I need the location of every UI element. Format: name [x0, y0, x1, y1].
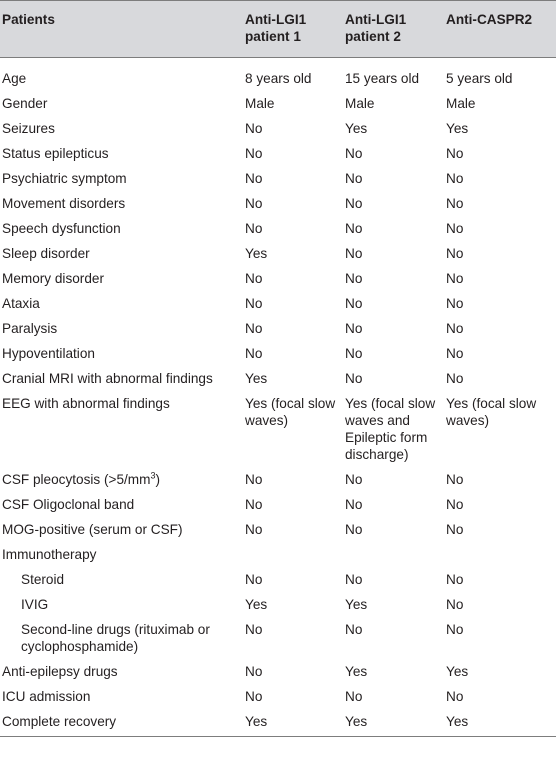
row-label: Steroid — [21, 572, 65, 587]
cell: Yes — [345, 597, 368, 612]
cell: No — [345, 346, 363, 361]
table-row — [0, 241, 556, 266]
cell: No — [345, 146, 363, 161]
row-label: Sleep disorder — [2, 246, 90, 261]
row-label: CSF Oligoclonal band — [2, 497, 135, 512]
header-anti-lgi1-patient-1: Anti-LGI1 patient 1 — [245, 1, 345, 58]
table-row — [0, 266, 556, 291]
table-row — [0, 191, 556, 216]
table-row — [0, 467, 556, 492]
cell: Yes — [245, 709, 345, 737]
table-row — [0, 492, 556, 517]
cell: No — [245, 522, 263, 537]
cell: 5 years old — [446, 71, 513, 86]
table-row — [0, 542, 556, 567]
cell: No — [245, 296, 263, 311]
cell: No — [446, 689, 464, 704]
cell: No — [345, 572, 363, 587]
row-label: ICU admission — [2, 689, 91, 704]
table-row — [0, 366, 556, 391]
table-row — [0, 684, 556, 709]
cell: Yes — [446, 664, 469, 679]
cell: 15 years old — [345, 71, 420, 86]
cell — [446, 542, 556, 567]
cell: No — [446, 196, 464, 211]
table-row — [0, 517, 556, 542]
table-row — [0, 592, 556, 617]
cell: Yes — [345, 121, 368, 136]
cell: No — [345, 622, 363, 637]
row-label: Hypoventilation — [2, 346, 95, 361]
row-label: Movement disorders — [2, 196, 126, 211]
table-row — [0, 116, 556, 141]
table-row — [0, 58, 556, 92]
table-row — [0, 567, 556, 592]
cell: No — [245, 622, 263, 637]
cell: No — [446, 246, 464, 261]
row-label: Second-line drugs (rituximab or cyclophosphamide) — [21, 622, 210, 654]
row-label-text: CSF pleocytosis (>5/mm — [2, 472, 151, 487]
cell: Male — [245, 96, 275, 111]
row-label: Cranial MRI with abnormal findings — [2, 371, 213, 386]
table-row — [0, 316, 556, 341]
cell: No — [446, 622, 464, 637]
table-row — [0, 659, 556, 684]
cell — [345, 542, 446, 567]
cell: No — [345, 296, 363, 311]
cell: Yes (focal slow waves and Epileptic form discharge) — [345, 396, 436, 462]
cell: No — [446, 321, 464, 336]
table-row — [0, 166, 556, 191]
row-label: Age — [2, 71, 27, 86]
cell: No — [345, 271, 363, 286]
cell: No — [245, 271, 263, 286]
row-label: Anti-epilepsy drugs — [2, 664, 118, 679]
row-label: Psychiatric symptom — [2, 171, 127, 186]
table-header-row — [0, 1, 556, 58]
cell: 8 years old — [245, 71, 312, 86]
cell: No — [245, 146, 263, 161]
row-label: EEG with abnormal findings — [2, 396, 170, 411]
cell: No — [245, 664, 263, 679]
cell: No — [446, 371, 464, 386]
cell: Yes — [245, 371, 268, 386]
cell: No — [446, 296, 464, 311]
cell: No — [345, 321, 363, 336]
cell: No — [245, 221, 263, 236]
superscript: 3 — [150, 470, 156, 481]
cell: No — [446, 597, 464, 612]
row-label: Ataxia — [2, 296, 40, 311]
cell — [245, 542, 345, 567]
row-label: MOG-positive (serum or CSF) — [2, 522, 183, 537]
cell: Yes — [345, 709, 446, 737]
cell: No — [345, 497, 363, 512]
row-label: IVIG — [21, 597, 49, 612]
table-row — [0, 391, 556, 467]
cell: No — [446, 171, 464, 186]
cell: Yes — [446, 709, 556, 737]
header-patients: Patients — [0, 1, 245, 58]
cell: No — [446, 572, 464, 587]
cell: No — [446, 221, 464, 236]
cell: No — [446, 271, 464, 286]
cell: Yes — [345, 664, 368, 679]
cell: Yes (focal slow waves) — [245, 396, 336, 428]
cell: Male — [345, 96, 375, 111]
row-label: Gender — [2, 96, 48, 111]
row-label-suffix: ) — [155, 472, 160, 487]
row-label: Seizures — [2, 121, 55, 136]
row-label: Paralysis — [2, 321, 58, 336]
table-row — [0, 617, 556, 659]
cell: No — [245, 689, 263, 704]
row-label: Memory disorder — [2, 271, 104, 286]
cell: No — [345, 472, 363, 487]
cell: No — [245, 196, 263, 211]
cell: No — [446, 146, 464, 161]
table-row — [0, 216, 556, 241]
row-label — [0, 467, 245, 492]
table-row — [0, 91, 556, 116]
cell: No — [345, 246, 363, 261]
row-label: Status epilepticus — [2, 146, 109, 161]
cell: No — [446, 522, 464, 537]
cell: No — [345, 371, 363, 386]
cell: Male — [446, 96, 476, 111]
cell: Yes (focal slow waves) — [446, 396, 537, 428]
cell: No — [446, 346, 464, 361]
table-row — [0, 341, 556, 366]
cell: No — [345, 221, 363, 236]
cell: No — [345, 171, 363, 186]
cell: No — [245, 321, 263, 336]
row-label: Complete recovery — [0, 709, 245, 737]
table-row — [0, 291, 556, 316]
cell: No — [245, 346, 263, 361]
cell: Yes — [446, 121, 469, 136]
table-row — [0, 141, 556, 166]
cell: Yes — [245, 246, 268, 261]
cell: No — [446, 497, 464, 512]
cell: No — [245, 171, 263, 186]
row-label: Speech dysfunction — [2, 221, 121, 236]
cell: No — [345, 196, 363, 211]
cell: No — [245, 121, 263, 136]
cell: No — [446, 472, 464, 487]
cell: No — [245, 572, 263, 587]
cell: No — [245, 472, 263, 487]
table-row — [0, 709, 556, 737]
cell: No — [345, 689, 363, 704]
row-label: Immunotherapy — [2, 547, 97, 562]
header-anti-caspr2: Anti-CASPR2 — [446, 1, 556, 58]
cell: Yes — [245, 597, 268, 612]
cell: No — [245, 497, 263, 512]
cell: No — [345, 522, 363, 537]
header-anti-lgi1-patient-2: Anti-LGI1 patient 2 — [345, 1, 446, 58]
